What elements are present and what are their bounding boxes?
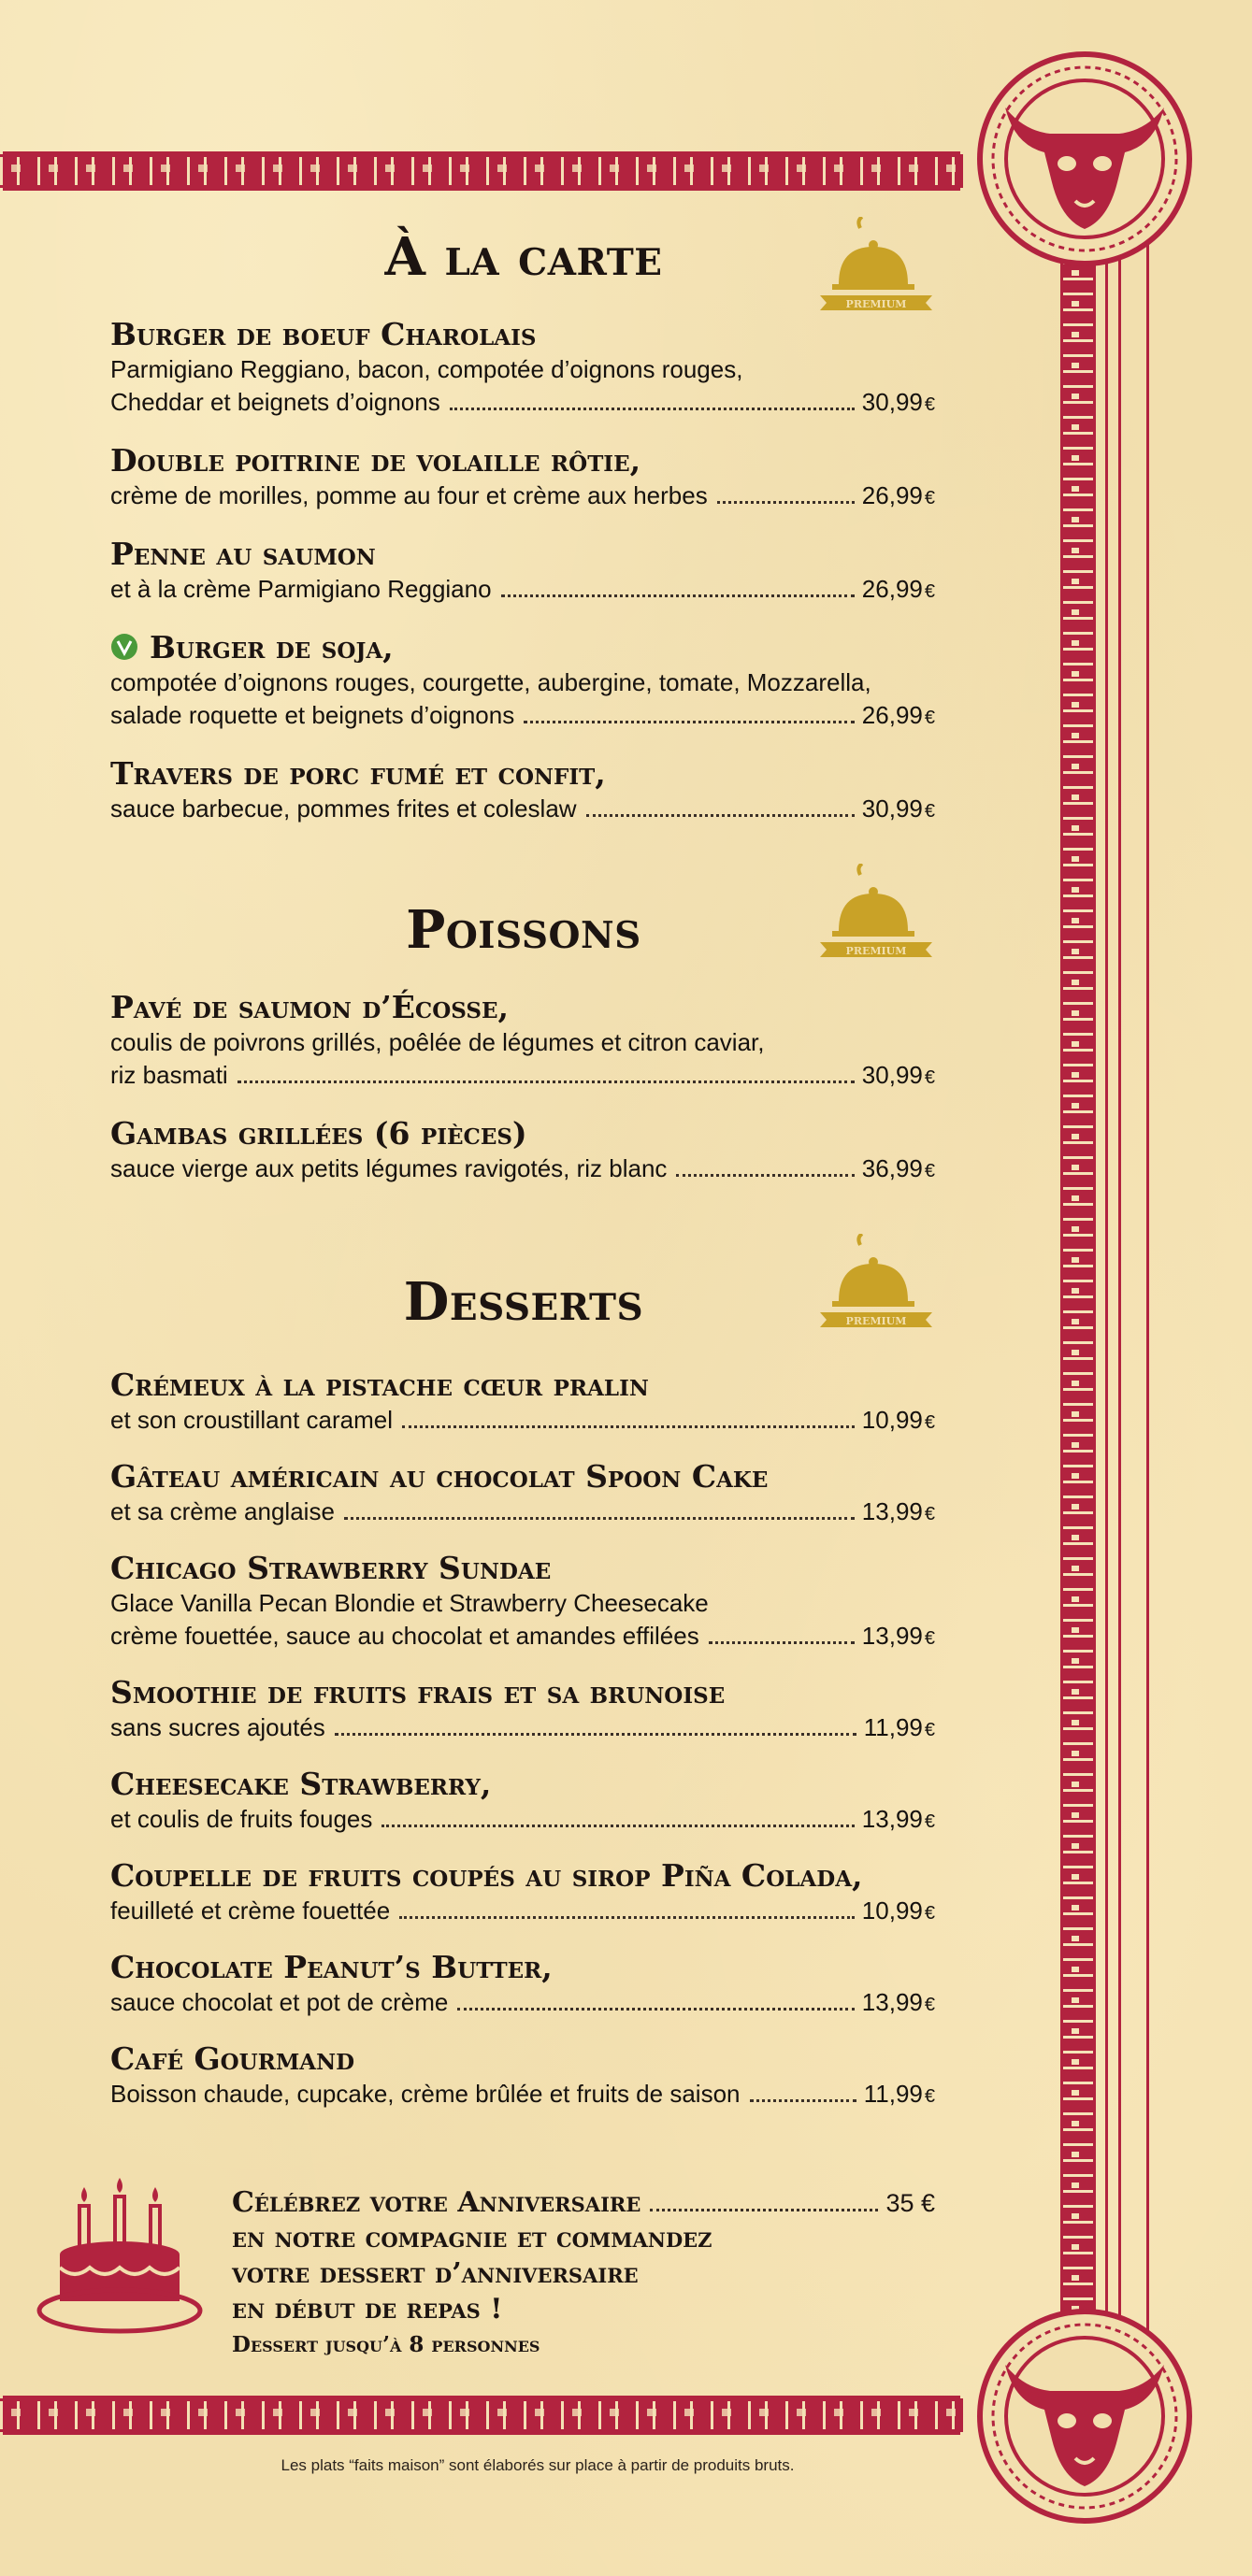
footnote: Les plats “faits maison” sont élaborés sur place à partir de produits bruts. — [281, 2456, 795, 2474]
menu-item — [110, 1674, 935, 1747]
svg-text:PREMIUM: PREMIUM — [845, 1315, 907, 1327]
dish-price: 13,99 € — [861, 1497, 935, 1525]
dish-description: sans sucres ajoutés — [110, 1713, 325, 1741]
leaf-icon — [110, 633, 138, 661]
dish-price: 11,99 € — [863, 2080, 935, 2108]
dish-price: 10,99 € — [861, 1896, 935, 1925]
menu-item — [110, 989, 935, 1095]
dish-description: et son croustillant caramel — [110, 1406, 394, 1434]
dish-name: Coupelle de fruits coupés au sirop Piña Colada, — [110, 1857, 863, 1894]
menu-list-a-la-carte — [110, 316, 935, 828]
menu-item — [110, 1949, 935, 2022]
dish-description: crème fouettée, sauce au chocolat et amandes effilées — [110, 1622, 699, 1650]
birthday-cake-icon — [36, 2170, 204, 2339]
dish-name: Pavé de saumon d’Écosse, — [110, 989, 509, 1025]
dish-description: Glace Vanilla Pecan Blondie et Strawberry Cheesecake — [110, 1589, 709, 1617]
dish-description: Cheddar et beignets d’oignons — [110, 388, 440, 416]
dish-price: 26,99 € — [861, 701, 935, 729]
dish-name: Cheesecake Strawberry, — [110, 1766, 492, 1802]
dish-description: riz basmati — [110, 1061, 228, 1089]
dish-price: 36,99 € — [861, 1154, 935, 1182]
cloche-premium-icon — [815, 1234, 937, 1337]
birthday-title: Célébrez votre Anniversaire — [232, 2186, 641, 2219]
dish-name: Gâteau américain au chocolat Spoon Cake — [110, 1458, 769, 1495]
dish-description: sauce barbecue, pommes frites et coleslaw — [110, 794, 577, 823]
menu-item — [110, 1550, 935, 1655]
dish-description: sauce vierge aux petits légumes ravigotés, riz blanc — [110, 1154, 668, 1182]
right-border-line-1 — [1105, 234, 1108, 2365]
dish-price: 26,99 € — [861, 575, 935, 603]
dish-name: Café Gourmand — [110, 2040, 355, 2077]
svg-text:PREMIUM: PREMIUM — [845, 298, 907, 310]
dish-description: crème de morilles, pomme au four et crème aux herbes — [110, 481, 708, 509]
dish-price: 30,99 € — [861, 794, 935, 823]
menu-item — [110, 1115, 935, 1188]
menu-item — [110, 629, 935, 735]
dish-name: Chocolate Peanut’s Butter, — [110, 1949, 553, 1985]
dish-price: 30,99 € — [861, 388, 935, 416]
birthday-text-line: en notre compagnie et commandez — [232, 2222, 712, 2254]
dish-name: Burger de soja, — [150, 629, 394, 665]
top-border-band — [0, 154, 963, 188]
dish-description: Parmigiano Reggiano, bacon, compotée d’oignons rouges, — [110, 355, 743, 383]
birthday-offer — [232, 2185, 935, 2359]
bottom-border-band — [0, 2398, 963, 2432]
dish-price: 13,99 € — [861, 1805, 935, 1833]
menu-item — [110, 755, 935, 828]
dish-price: 13,99 € — [861, 1988, 935, 2016]
menu-item — [110, 536, 935, 608]
menu-item — [110, 1458, 935, 1531]
dish-description: salade roquette et beignets d’oignons — [110, 701, 515, 729]
menu-item — [110, 316, 935, 422]
dish-name: Chicago Strawberry Sundae — [110, 1550, 552, 1586]
dish-name: Penne au saumon — [110, 536, 376, 572]
section-title-a-la-carte: À la carte — [384, 226, 663, 288]
menu-item — [110, 1857, 935, 1930]
birthday-price: 35 € — [885, 2189, 935, 2217]
menu-list-desserts — [110, 1367, 935, 2113]
dish-name: Smoothie de fruits frais et sa brunoise — [110, 1674, 726, 1710]
right-border-line-3 — [1146, 234, 1149, 2365]
dish-description: feuilleté et crème fouettée — [110, 1896, 391, 1925]
dish-name: Double poitrine de volaille rôtie, — [110, 442, 641, 479]
dish-name: Travers de porc fumé et confit, — [110, 755, 606, 792]
dish-description: et à la crème Parmigiano Reggiano — [110, 575, 492, 603]
section-title-poissons: Poissons — [406, 899, 641, 961]
cloche-premium-icon — [815, 864, 937, 966]
dish-description: et coulis de fruits fouges — [110, 1805, 373, 1833]
svg-text:PREMIUM: PREMIUM — [845, 945, 907, 957]
birthday-subtext: Dessert jusqu’à 8 personnes — [232, 2332, 540, 2357]
right-border-line-2 — [1118, 234, 1121, 2365]
right-border-band — [1060, 234, 1096, 2365]
dish-description: et sa crème anglaise — [110, 1497, 335, 1525]
menu-item — [110, 2040, 935, 2113]
menu-item — [110, 1367, 935, 1439]
dish-name: Crémeux à la pistache cœur pralin — [110, 1367, 649, 1403]
dish-description: compotée d’oignons rouges, courgette, aubergine, tomate, Mozzarella, — [110, 668, 871, 696]
dish-price: 26,99 € — [861, 481, 935, 509]
dish-name: Gambas grillées (6 pièces) — [110, 1115, 527, 1152]
bull-skull-medallion-icon — [968, 2299, 1202, 2533]
dish-description: Boisson chaude, cupcake, crème brûlée et fruits de saison — [110, 2080, 741, 2108]
dish-price: 30,99 € — [861, 1061, 935, 1089]
dish-description: sauce chocolat et pot de crème — [110, 1988, 449, 2016]
dish-description: coulis de poivrons grillés, poêlée de légumes et citron caviar, — [110, 1028, 765, 1056]
cloche-premium-icon — [815, 217, 937, 320]
menu-item — [110, 1766, 935, 1839]
birthday-text-line: en début de repas ! — [232, 2293, 503, 2326]
menu-item — [110, 442, 935, 515]
dish-price: 13,99 € — [861, 1622, 935, 1650]
birthday-text-line: votre dessert d’anniversaire — [232, 2257, 639, 2290]
dish-price: 10,99 € — [861, 1406, 935, 1434]
section-title-desserts: Desserts — [403, 1271, 644, 1333]
dish-price: 11,99 € — [863, 1713, 935, 1741]
menu-list-poissons — [110, 989, 935, 1188]
dish-name: Burger de boeuf Charolais — [110, 316, 537, 352]
